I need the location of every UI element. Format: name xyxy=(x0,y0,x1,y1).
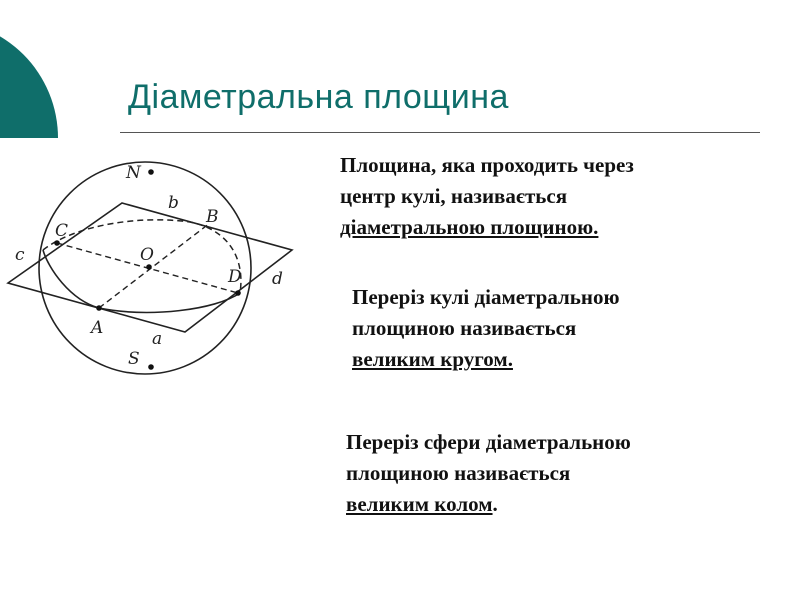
point-A xyxy=(96,305,102,311)
label-S: S xyxy=(128,349,140,369)
definition-great-disk xyxy=(352,282,620,375)
text-line: центр кулі, називається xyxy=(340,184,568,208)
label-B: B xyxy=(206,207,219,227)
defined-term: великим колом xyxy=(346,492,493,516)
defined-term: діаметральною площиною. xyxy=(340,215,599,239)
defined-term: великим кругом. xyxy=(352,347,513,371)
definition-diametral-plane xyxy=(340,150,634,243)
text-line: площиною називається xyxy=(352,316,577,340)
term-tail: . xyxy=(492,492,498,516)
label-C: C xyxy=(55,221,69,241)
text-line: площиною називається xyxy=(346,461,571,485)
label-b: b xyxy=(168,193,179,213)
corner-decoration xyxy=(0,20,58,138)
title-divider xyxy=(120,132,760,133)
sphere-diagram xyxy=(0,150,310,390)
label-a: a xyxy=(152,329,163,349)
point-D xyxy=(235,290,241,296)
label-O: O xyxy=(140,245,154,265)
point-O xyxy=(146,264,152,270)
text-line: Площина, яка проходить через xyxy=(340,153,634,177)
label-c: c xyxy=(15,245,25,265)
text-line: Переріз сфери діаметральною xyxy=(346,430,631,454)
point-N xyxy=(148,169,154,175)
label-d: d xyxy=(272,269,283,289)
label-D: D xyxy=(228,267,242,287)
label-N: N xyxy=(126,163,141,183)
label-A: A xyxy=(91,318,104,338)
slide-title: Діаметральна площина xyxy=(128,78,509,116)
point-S xyxy=(148,364,154,370)
diameter-AB xyxy=(99,223,210,308)
definition-great-circle xyxy=(346,427,631,520)
point-C xyxy=(54,240,60,246)
text-line: Переріз кулі діаметральною xyxy=(352,285,620,309)
